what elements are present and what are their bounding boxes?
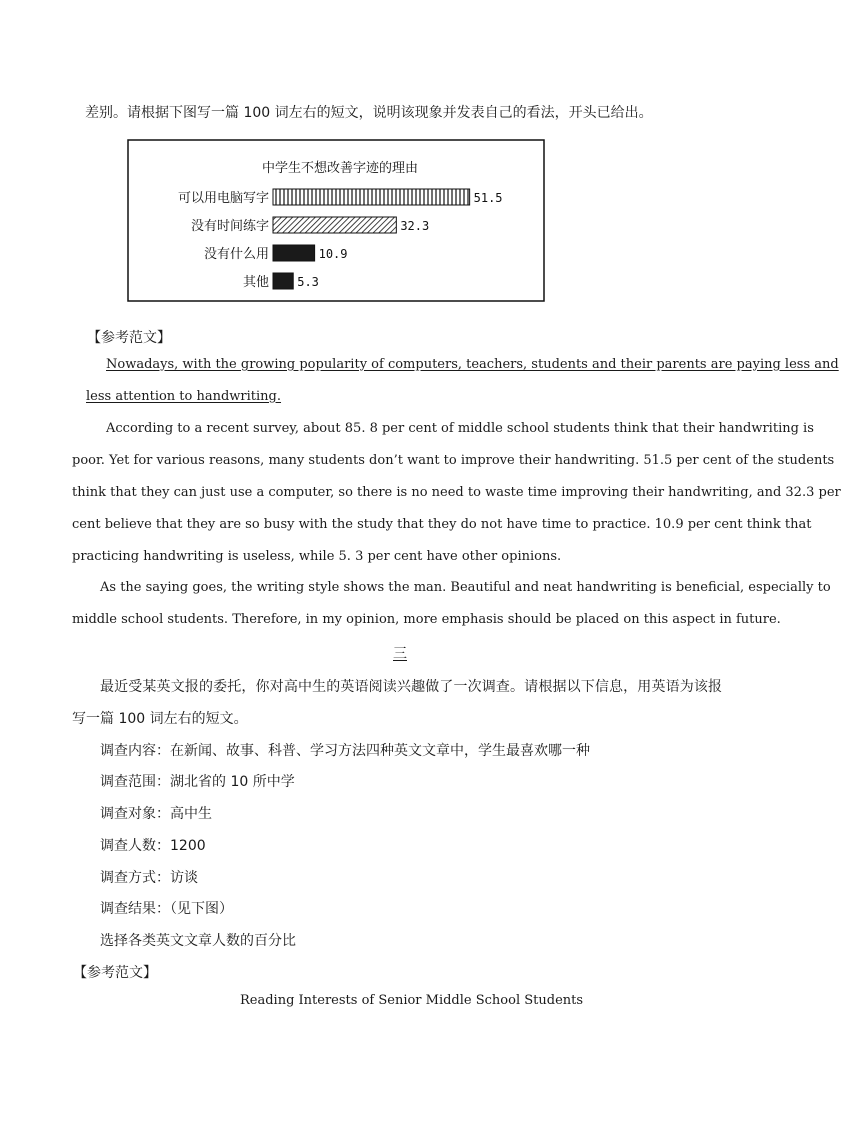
value-label: 32.3 [400, 219, 430, 233]
essay1-line-4: poor. Yet for various reasons, many students don’t want to improve their handwriting. 51.5 per cent of the students [72, 453, 835, 468]
category-label: 没有时间练字 [190, 219, 269, 234]
task-line-2: 写一篇 100 词左右的短文。 [72, 711, 248, 727]
essay2-title: Reading Interests of Senior Middle School Students [240, 993, 584, 1008]
value-label: 51.5 [473, 191, 503, 205]
section-number: 三 [393, 646, 407, 662]
intro-text: 差别。请根据下图写一篇 100 词左右的短文，说明该现象并发表自己的看法，开头已给出。 [85, 105, 653, 121]
essay1-line-5: think that they can just use a computer, so there is no need to waste time improving their handwriting, and 32.3 per [72, 485, 841, 500]
survey-scope: 调查范围：湖北省的 10 所中学 [100, 774, 295, 790]
essay1-line-6: cent believe that they are so busy with the study that they do not have time to practice. 10.9 per cent think that [72, 517, 812, 532]
task-line-1: 最近受某英文报的委托，你对高中生的英语阅读兴趣做了一次调查。请根据以下信息，用英语为该报 [100, 679, 722, 695]
survey-result: 调查结果：（见下图） [100, 901, 233, 917]
bar [273, 273, 293, 289]
essay1-line-2: less attention to handwriting. [86, 389, 282, 404]
essay1-line-3: According to a recent survey, about 85. 8 per cent of middle school students think that their handwriting is [106, 421, 814, 436]
ref-heading-2: 【参考范文】 [73, 965, 157, 981]
category-label: 可以用电脑写字 [177, 191, 269, 206]
survey-method: 调查方式：访谈 [100, 870, 198, 886]
value-label: 10.9 [318, 247, 348, 261]
survey-note: 选择各类英文文章人数的百分比 [100, 933, 296, 949]
essay1-line-9: middle school students. Therefore, in my opinion, more emphasis should be placed on this aspect in future. [72, 612, 781, 627]
bar [273, 245, 315, 261]
essay1-line-7: practicing handwriting is useless, while 5. 3 per cent have other opinions. [72, 549, 562, 564]
reasons-bar-chart [127, 139, 545, 302]
category-label: 其他 [242, 275, 269, 290]
category-label: 没有什么用 [203, 247, 269, 262]
value-label: 5.3 [297, 275, 319, 289]
survey-count: 调查人数：1200 [100, 838, 206, 854]
survey-content: 调查内容：在新闻、故事、科普、学习方法四种英文文章中，学生最喜欢哪一种 [100, 743, 590, 759]
essay1-line-8: As the saying goes, the writing style shows the man. Beautiful and neat handwriting is beneficial, especially to [100, 580, 831, 595]
ref-heading-1: 【参考范文】 [87, 330, 171, 346]
chart-title: 中学生不想改善字迹的理由 [261, 161, 419, 176]
bar [273, 189, 470, 205]
essay1-line-1: Nowadays, with the growing popularity of computers, teachers, students and their parents are paying less and [106, 357, 839, 372]
bar [273, 217, 396, 233]
survey-subjects: 调查对象：高中生 [100, 806, 212, 822]
